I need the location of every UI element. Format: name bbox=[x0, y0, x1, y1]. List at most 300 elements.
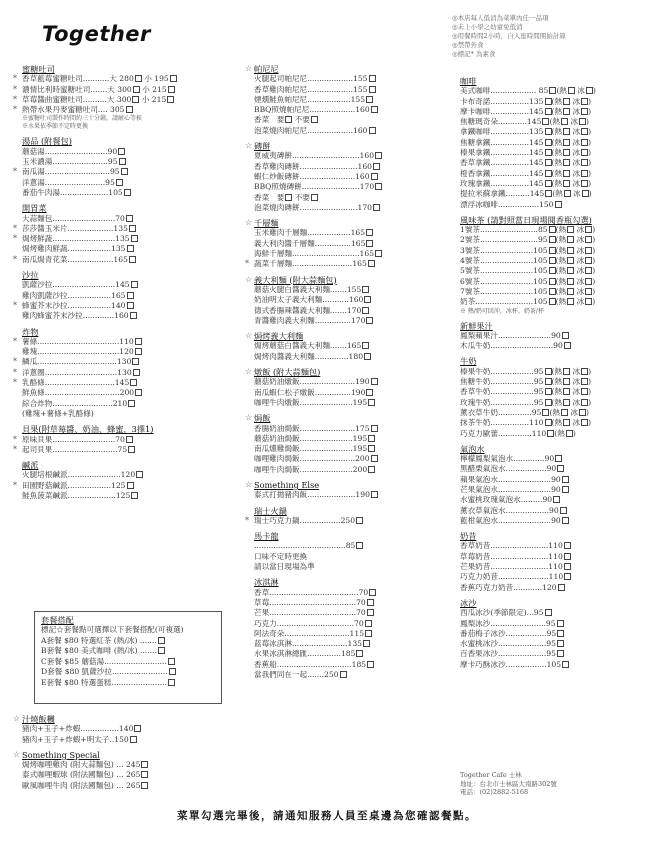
menu-item bbox=[22, 311, 234, 321]
item-text: 香菜 要 bbox=[254, 115, 285, 125]
menu-item bbox=[13, 480, 234, 491]
notes-block bbox=[452, 14, 642, 59]
checkbox[interactable] bbox=[127, 482, 134, 489]
item-text: 鳳梨蘋果汁......................90 bbox=[460, 330, 561, 340]
menu-item bbox=[460, 629, 647, 639]
checkbox[interactable] bbox=[549, 247, 556, 254]
checkbox[interactable] bbox=[545, 128, 552, 135]
item-text: 冰 bbox=[570, 96, 581, 106]
checkbox[interactable] bbox=[371, 378, 378, 385]
item-text: 冰 bbox=[574, 286, 585, 296]
item-text: 濃情比利時蜜糖吐司.......大 300 bbox=[22, 84, 132, 94]
menu-item bbox=[460, 189, 647, 199]
column-1 bbox=[14, 64, 234, 501]
item-text: 香草雞肉帕尼尼...................155 bbox=[254, 84, 368, 94]
item-text: 蜂蜜芥末沙拉..................140 bbox=[22, 300, 126, 310]
checkbox[interactable] bbox=[579, 118, 586, 125]
checkbox[interactable] bbox=[124, 189, 131, 196]
checkbox[interactable] bbox=[168, 86, 175, 93]
checkbox[interactable] bbox=[563, 128, 570, 135]
item-text: (熱 bbox=[549, 117, 560, 127]
section-title: 磚餅 bbox=[254, 141, 271, 152]
item-text: 蘑菇火腿白醬義大利麵.......155 bbox=[254, 284, 362, 294]
checkbox[interactable] bbox=[126, 436, 133, 443]
checkbox[interactable] bbox=[555, 455, 562, 462]
menu-item bbox=[254, 639, 456, 649]
vegetarian-marker: * bbox=[13, 480, 17, 490]
checkbox[interactable] bbox=[375, 250, 382, 257]
checkbox[interactable] bbox=[127, 302, 134, 309]
checkbox[interactable] bbox=[366, 96, 373, 103]
checkbox[interactable] bbox=[545, 149, 552, 156]
checkbox[interactable] bbox=[562, 517, 569, 524]
checkbox[interactable] bbox=[367, 661, 374, 668]
column-3 bbox=[452, 76, 647, 670]
item-text: 咖哩牛肉燉飯......................195 bbox=[254, 397, 368, 407]
menu-item bbox=[460, 127, 647, 137]
item-text: 香蕉巧克力奶昔............120 bbox=[460, 582, 557, 592]
menu-item bbox=[13, 367, 234, 378]
menu-item bbox=[254, 249, 456, 259]
item-text: 冰 bbox=[570, 418, 581, 428]
menu-item bbox=[13, 234, 234, 244]
item-text: 焦糖瑪奇朵............145 bbox=[460, 117, 542, 127]
checkbox[interactable] bbox=[557, 465, 564, 472]
item-text: 莎莎醬玉米片...................135 bbox=[22, 223, 128, 233]
menu-item bbox=[22, 399, 234, 409]
vegetarian-marker: * bbox=[13, 336, 17, 346]
section-heading bbox=[22, 136, 234, 146]
checkbox[interactable] bbox=[158, 637, 165, 644]
checkbox[interactable] bbox=[558, 584, 565, 591]
checkbox[interactable] bbox=[373, 204, 380, 211]
checkbox[interactable] bbox=[135, 348, 142, 355]
menu-item bbox=[254, 295, 456, 305]
checkbox[interactable] bbox=[368, 466, 375, 473]
item-text: 蘑菇湯..........................90 bbox=[22, 146, 118, 156]
item-text: 榛果拿鐵................145 bbox=[460, 148, 544, 158]
item-text: 咖哩牛肉焗飯......................200 bbox=[254, 464, 368, 474]
checkbox[interactable] bbox=[129, 256, 136, 263]
checkbox[interactable] bbox=[365, 620, 372, 627]
checkbox[interactable] bbox=[371, 455, 378, 462]
checkbox[interactable] bbox=[365, 630, 372, 637]
checkbox[interactable] bbox=[561, 409, 568, 416]
checkbox[interactable] bbox=[121, 168, 128, 175]
checkbox[interactable] bbox=[545, 139, 552, 146]
checkbox[interactable] bbox=[369, 75, 376, 82]
checkbox[interactable] bbox=[563, 388, 570, 395]
section-title: Something Special bbox=[22, 749, 100, 760]
checkbox[interactable] bbox=[356, 542, 363, 549]
item-text: 草莓奶昔........................110 bbox=[460, 551, 563, 561]
item-text: 凱薩沙拉..........................145 bbox=[22, 280, 130, 290]
menu-item bbox=[254, 377, 456, 387]
checkbox[interactable] bbox=[362, 307, 369, 314]
checkbox[interactable] bbox=[362, 342, 369, 349]
checkbox[interactable] bbox=[545, 368, 552, 375]
star-marker: ☆ bbox=[245, 367, 253, 377]
item-text: 冰 bbox=[574, 266, 585, 276]
menu-item bbox=[460, 117, 647, 127]
checkbox[interactable] bbox=[545, 419, 552, 426]
checkbox[interactable] bbox=[135, 338, 142, 345]
checkbox[interactable] bbox=[549, 298, 556, 305]
item-text: 焦糖牛奶..................95 bbox=[460, 377, 544, 387]
checkbox[interactable] bbox=[126, 106, 133, 113]
checkbox[interactable] bbox=[562, 661, 569, 668]
menu-item bbox=[460, 506, 647, 516]
checkbox[interactable] bbox=[545, 98, 552, 105]
checkbox[interactable] bbox=[557, 650, 564, 657]
item-text: 7號茶......................105 bbox=[460, 286, 548, 296]
item-text: 冰 bbox=[570, 387, 581, 397]
checkbox[interactable] bbox=[564, 342, 571, 349]
item-text: 蝦仁炒飯磚餅.......................160 bbox=[254, 171, 370, 181]
item-text: 水蜜桃冰沙....................95 bbox=[460, 639, 556, 649]
item-text: 冰 bbox=[570, 158, 581, 168]
vegetarian-marker: * bbox=[13, 378, 17, 388]
menu-item bbox=[22, 470, 234, 480]
item-text: 4號茶......................105 bbox=[460, 256, 548, 266]
checkbox[interactable] bbox=[557, 640, 564, 647]
checkbox[interactable] bbox=[545, 180, 552, 187]
item-text: 奶茶........................105 bbox=[460, 297, 548, 307]
menu-item bbox=[460, 179, 647, 189]
item-text: 冰 bbox=[570, 397, 581, 407]
checkbox[interactable] bbox=[130, 736, 137, 743]
menu-item bbox=[254, 105, 456, 115]
item-text: 火腿起司帕尼尼...................155 bbox=[254, 74, 368, 84]
item-text: (熱 bbox=[552, 189, 563, 199]
item-text: BBQ照燒磚餅........................170 bbox=[254, 182, 375, 192]
item-text: 洋蔥湯.........................95 bbox=[22, 177, 115, 187]
checkbox[interactable] bbox=[364, 296, 371, 303]
checkbox[interactable] bbox=[368, 445, 375, 452]
item-text: (熱 bbox=[555, 256, 567, 266]
checkbox[interactable] bbox=[563, 108, 570, 115]
menu-item bbox=[254, 151, 456, 161]
item-text: ) bbox=[588, 377, 592, 387]
menu-item bbox=[254, 193, 456, 203]
menu-item bbox=[13, 444, 234, 455]
item-text: 奶油明太子義大利麵...........160 bbox=[254, 295, 364, 305]
checkbox[interactable] bbox=[557, 630, 564, 637]
section-title: 氣泡水 bbox=[460, 443, 485, 454]
checkbox[interactable] bbox=[549, 257, 556, 264]
menu-item bbox=[254, 74, 456, 84]
menu-item bbox=[254, 203, 456, 213]
item-text: ......................................85 bbox=[254, 541, 356, 551]
checkbox[interactable] bbox=[363, 640, 370, 647]
checkbox[interactable] bbox=[369, 589, 376, 596]
item-text: (熱 bbox=[551, 377, 563, 387]
checkbox[interactable] bbox=[568, 87, 575, 94]
checkbox[interactable] bbox=[563, 139, 570, 146]
item-text: ) bbox=[588, 148, 592, 158]
checkbox[interactable] bbox=[563, 378, 570, 385]
checkbox[interactable] bbox=[563, 419, 570, 426]
checkbox[interactable] bbox=[131, 235, 138, 242]
checkbox[interactable] bbox=[545, 399, 552, 406]
checkbox[interactable] bbox=[168, 658, 175, 665]
checkbox[interactable] bbox=[127, 245, 134, 252]
checkbox[interactable] bbox=[167, 96, 174, 103]
checkbox[interactable] bbox=[549, 288, 556, 295]
checkbox[interactable] bbox=[119, 158, 126, 165]
checkbox[interactable] bbox=[131, 492, 138, 499]
checkbox[interactable] bbox=[582, 190, 589, 197]
item-text: 香草藍莓蜜糖吐司...........大 280 bbox=[22, 74, 134, 84]
menu-item bbox=[22, 347, 234, 357]
menu-item bbox=[460, 86, 647, 96]
item-text: (熱 bbox=[551, 158, 563, 168]
menu-item bbox=[22, 491, 234, 501]
menu-item bbox=[460, 277, 647, 287]
checkbox[interactable] bbox=[141, 761, 148, 768]
checkbox[interactable] bbox=[369, 127, 376, 134]
star-marker: ☆ bbox=[245, 413, 253, 423]
checkbox[interactable] bbox=[169, 668, 176, 675]
section-heading bbox=[245, 331, 456, 342]
menu-item bbox=[460, 552, 647, 562]
checkbox[interactable] bbox=[549, 226, 556, 233]
checkbox[interactable] bbox=[369, 86, 376, 93]
checkbox[interactable] bbox=[562, 332, 569, 339]
checkbox[interactable] bbox=[368, 399, 375, 406]
checkbox[interactable] bbox=[133, 369, 140, 376]
section-heading bbox=[245, 479, 456, 490]
checkbox[interactable] bbox=[141, 771, 148, 778]
checkbox[interactable] bbox=[553, 496, 560, 503]
menu-item bbox=[254, 182, 456, 192]
checkbox[interactable] bbox=[555, 201, 562, 208]
checkbox[interactable] bbox=[366, 240, 373, 247]
item-text: 起司貝果...........................75 bbox=[22, 444, 128, 454]
item-text: 海鮮千層麵............................165 bbox=[254, 249, 375, 259]
checkbox[interactable] bbox=[579, 409, 586, 416]
section-heading bbox=[245, 141, 456, 152]
menu-item bbox=[460, 495, 647, 505]
checkbox[interactable] bbox=[373, 163, 380, 170]
item-text: 南瓜焗青花菜...................165 bbox=[22, 254, 128, 264]
checkbox[interactable] bbox=[375, 152, 382, 159]
checkbox[interactable] bbox=[340, 671, 347, 678]
section-heading bbox=[254, 506, 456, 516]
checkbox[interactable] bbox=[132, 358, 139, 365]
section-heading bbox=[22, 327, 234, 337]
checkbox[interactable] bbox=[356, 650, 363, 657]
menu-item bbox=[460, 562, 647, 572]
item-text: 西瓜冰沙(季節限定)...95 bbox=[460, 608, 544, 618]
item-text: (熱 bbox=[555, 276, 567, 286]
checkbox[interactable] bbox=[141, 782, 148, 789]
checkbox[interactable] bbox=[545, 609, 552, 616]
menu-item bbox=[254, 660, 456, 670]
item-text: ) bbox=[588, 366, 592, 376]
checkbox[interactable] bbox=[549, 236, 556, 243]
item-text: ) bbox=[586, 407, 589, 417]
checkbox[interactable] bbox=[563, 368, 570, 375]
checkbox[interactable] bbox=[366, 389, 373, 396]
checkbox[interactable] bbox=[375, 183, 382, 190]
checkbox[interactable] bbox=[563, 159, 570, 166]
checkbox[interactable] bbox=[127, 292, 134, 299]
checkbox[interactable] bbox=[564, 190, 571, 197]
checkbox[interactable] bbox=[126, 215, 133, 222]
checkbox[interactable] bbox=[563, 180, 570, 187]
item-text: 冰 bbox=[570, 106, 581, 116]
checkbox[interactable] bbox=[135, 75, 142, 82]
item-text: ) bbox=[588, 397, 592, 407]
checkbox[interactable] bbox=[549, 267, 556, 274]
checkbox[interactable] bbox=[136, 471, 143, 478]
item-text: 泡菜燒肉磚餅........................170 bbox=[254, 202, 372, 212]
section-heading bbox=[460, 356, 647, 366]
item-text: 冰 bbox=[574, 276, 585, 286]
item-text: 南瓜蝦仁松子燉飯...............190 bbox=[254, 387, 366, 397]
item-text: 蘑菇奶油燉飯.......................190 bbox=[254, 377, 370, 387]
checkbox[interactable] bbox=[564, 553, 571, 560]
checkbox[interactable] bbox=[549, 278, 556, 285]
menu-item bbox=[460, 619, 647, 629]
menu-item bbox=[460, 660, 647, 670]
item-text: 香腸奶油焗飯.......................175 bbox=[254, 423, 370, 433]
item-text: 香菜 要 bbox=[254, 192, 285, 202]
checkbox[interactable] bbox=[168, 679, 175, 686]
checkbox[interactable] bbox=[371, 425, 378, 432]
item-text: 巧克力................................70 bbox=[254, 618, 364, 628]
checkbox[interactable] bbox=[130, 312, 137, 319]
checkbox[interactable] bbox=[368, 435, 375, 442]
note-line: ◎禁帶外食 bbox=[452, 41, 484, 49]
checkbox[interactable] bbox=[561, 118, 568, 125]
checkbox[interactable] bbox=[371, 106, 378, 113]
section-title: 風味茶 (請對照當日現場閱香瓶勾選) bbox=[460, 214, 592, 225]
vegetarian-marker: * bbox=[13, 105, 17, 115]
item-text: 原味貝果..........................70 bbox=[22, 434, 125, 444]
vegetarian-marker: * bbox=[13, 84, 17, 94]
section-note: ※蜜糖吐司製作時間約三十分鐘，請耐心等候 bbox=[22, 115, 143, 123]
checkbox[interactable] bbox=[368, 260, 375, 267]
checkbox[interactable] bbox=[116, 179, 123, 186]
checkbox[interactable] bbox=[566, 430, 573, 437]
menu-item bbox=[460, 485, 647, 495]
checkbox[interactable] bbox=[130, 379, 137, 386]
checkbox[interactable] bbox=[545, 378, 552, 385]
item-text: 冰 bbox=[574, 297, 585, 307]
item-text: (熱 bbox=[551, 106, 563, 116]
checkbox[interactable] bbox=[586, 87, 593, 94]
checkbox[interactable] bbox=[560, 507, 567, 514]
checkbox[interactable] bbox=[135, 389, 142, 396]
checkbox[interactable] bbox=[170, 75, 177, 82]
item-text: 薰衣草牛奶..............95 bbox=[460, 407, 542, 417]
menu-item bbox=[460, 429, 647, 439]
checkbox[interactable] bbox=[563, 399, 570, 406]
menu-item bbox=[254, 670, 456, 680]
menu-item bbox=[254, 465, 456, 475]
checkbox[interactable] bbox=[133, 86, 140, 93]
checkbox[interactable] bbox=[158, 647, 165, 654]
checkbox[interactable] bbox=[562, 486, 569, 493]
checkbox[interactable] bbox=[563, 98, 570, 105]
checkbox[interactable] bbox=[134, 725, 141, 732]
item-text: (熱 bbox=[551, 418, 563, 428]
menu-item bbox=[254, 316, 456, 326]
checkbox[interactable] bbox=[366, 317, 373, 324]
checkbox[interactable] bbox=[371, 491, 378, 498]
checkbox[interactable] bbox=[545, 108, 552, 115]
checkbox[interactable] bbox=[128, 446, 135, 453]
checkbox[interactable] bbox=[356, 517, 363, 524]
combo-option bbox=[41, 636, 215, 647]
checkbox[interactable] bbox=[562, 476, 569, 483]
menu-item bbox=[13, 357, 234, 367]
checkbox[interactable] bbox=[545, 159, 552, 166]
menu-item bbox=[460, 148, 647, 158]
section-title: 湯品 (附餐包) bbox=[22, 136, 72, 147]
menu-item bbox=[460, 541, 647, 551]
item-text: (熱 bbox=[551, 397, 563, 407]
checkbox[interactable] bbox=[564, 573, 571, 580]
checkbox[interactable] bbox=[564, 542, 571, 549]
checkbox[interactable] bbox=[129, 225, 136, 232]
item-text: (熱 bbox=[551, 137, 563, 147]
checkbox[interactable] bbox=[362, 286, 369, 293]
item-text: 香草.....................................70 bbox=[254, 587, 369, 597]
checkbox[interactable] bbox=[557, 620, 564, 627]
checkbox[interactable] bbox=[371, 173, 378, 180]
checkbox[interactable] bbox=[545, 388, 552, 395]
checkbox[interactable] bbox=[364, 353, 371, 360]
section-heading bbox=[22, 270, 234, 280]
section-title: 燉飯 (附大蒜麵包) bbox=[254, 367, 321, 378]
checkbox[interactable] bbox=[564, 563, 571, 570]
item-text: 冰 bbox=[568, 407, 579, 417]
checkbox[interactable] bbox=[563, 170, 570, 177]
checkbox[interactable] bbox=[311, 194, 318, 201]
section-note: ※ 熱/奶可回沖，冰杯、奶茶/杯 bbox=[460, 307, 544, 315]
section-title: 瑞士火鍋 bbox=[254, 505, 287, 516]
note-line: ◎本店每人低消為菜單內任一品項 bbox=[452, 14, 549, 22]
item-text: 番茄牛肉湯....................105 bbox=[22, 187, 123, 197]
checkbox[interactable] bbox=[128, 400, 135, 407]
checkbox[interactable] bbox=[545, 170, 552, 177]
checkbox[interactable] bbox=[367, 609, 374, 616]
item-text: 豬肉+玉子+炸蝦................140 bbox=[22, 724, 134, 734]
item-text: ) bbox=[592, 245, 596, 255]
menu-item bbox=[460, 169, 647, 179]
item-text: ) bbox=[572, 428, 576, 438]
item-text: ) bbox=[588, 127, 592, 137]
item-text: 泰式咖哩蝦球 (附法國麵包) ... 265 bbox=[22, 770, 141, 780]
checkbox[interactable] bbox=[367, 599, 374, 606]
item-text: 芒果氣泡水......................90 bbox=[460, 484, 561, 494]
item-text: ) bbox=[588, 168, 592, 178]
checkbox[interactable] bbox=[311, 116, 318, 123]
checkbox[interactable] bbox=[366, 229, 373, 236]
menu-item bbox=[460, 608, 647, 618]
checkbox[interactable] bbox=[563, 149, 570, 156]
checkbox[interactable] bbox=[131, 281, 138, 288]
item-text: 南瓜湯...........................95 bbox=[22, 167, 120, 177]
item-text: 檸檬鳳梨氣泡水.............90 bbox=[460, 454, 555, 464]
menu-item bbox=[460, 200, 647, 210]
section-heading bbox=[22, 424, 234, 434]
item-text: 焗烤鮮蔬..........................135 bbox=[22, 234, 130, 244]
checkbox[interactable] bbox=[118, 148, 125, 155]
